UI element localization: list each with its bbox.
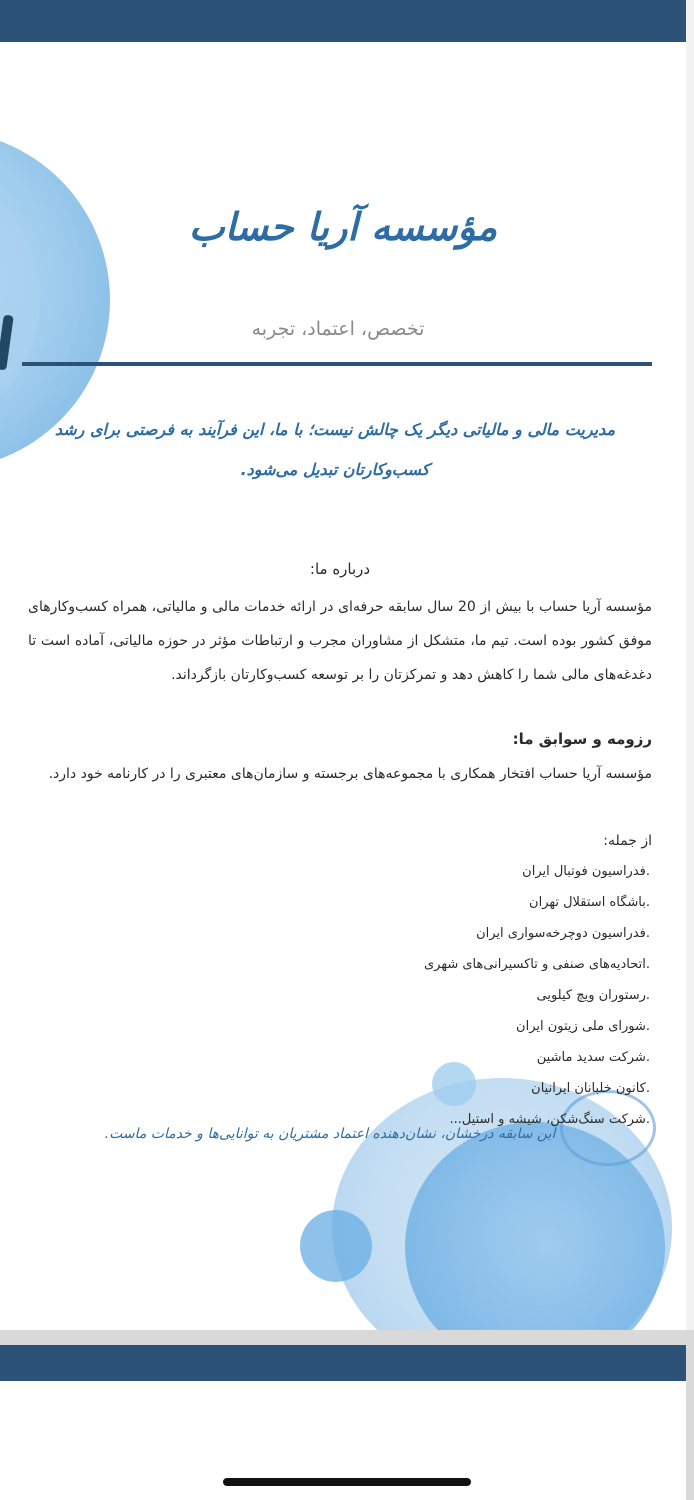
home-indicator[interactable]: [223, 1478, 471, 1486]
client-list: [28, 856, 650, 1135]
decorative-circle-left: [300, 1210, 372, 1282]
examples-label: از جمله:: [603, 833, 652, 849]
page-edge-shadow: [686, 0, 694, 1330]
intro-paragraph: مدیریت مالی و مالیاتی دیگر یک چالش نیست؛ با ما، این فرآیند به فرصتی برای رشد کسب‌وکارتان تبدیل می‌شود.: [54, 420, 616, 479]
resume-heading: رزومه و سوابق ما:: [512, 730, 652, 748]
about-heading: درباره ما:: [309, 560, 371, 578]
client-item: .کانون خلبانان ایرانیان: [531, 1081, 650, 1096]
page-header-bar: [0, 0, 686, 42]
about-paragraph: مؤسسه آریا حساب با بیش از 20 سال سابقه حرفه‌ای در ارائه خدمات مالی و مالیاتی، همراه کسب‌وکارهای موفق کشور بوده است. تیم ما، متشکل از مشاوران مجرب و ارتباطات مؤثر در حوزه مالیاتی، آماده است تا دغدغه‌های مالی شما را کاهش دهد و تمرکزتان را بر توسعه کسب‌وکارتان بازگرداند.: [28, 599, 652, 683]
resume-paragraph: مؤسسه آریا حساب افتخار همکاری با مجموعه‌های برجسته و سازمان‌های معتبری را در کارنامه خود دارد.: [48, 766, 652, 782]
client-item: .فدراسیون فوتبال ایران: [522, 864, 650, 879]
client-item: .شرکت سنگ‌شکن، شیشه و استیل...: [449, 1112, 650, 1127]
client-item: .شورای ملی زیتون ایران: [516, 1019, 650, 1034]
client-item: .فدراسیون دوچرخه‌سواری ایران: [476, 926, 650, 941]
client-item: .اتحادیه‌های صنفی و تاکسیرانی‌های شهری: [423, 957, 650, 972]
document-tagline: تخصص، اعتماد، تجربه: [251, 318, 425, 340]
document-title: مؤسسه آریا حساب: [188, 205, 498, 249]
client-item: .شرکت سدید ماشین: [536, 1050, 650, 1065]
next-page-header-bar: [0, 1345, 686, 1381]
client-item: .باشگاه استقلال تهران: [529, 895, 650, 910]
conclusion-paragraph: این سابقه درخشان، نشان‌دهنده اعتماد مشتریان به توانایی‌ها و خدمات ماست.: [104, 1126, 556, 1142]
client-item: .رستوران ویچ کیلویی: [536, 988, 650, 1003]
title-divider: [22, 362, 652, 366]
